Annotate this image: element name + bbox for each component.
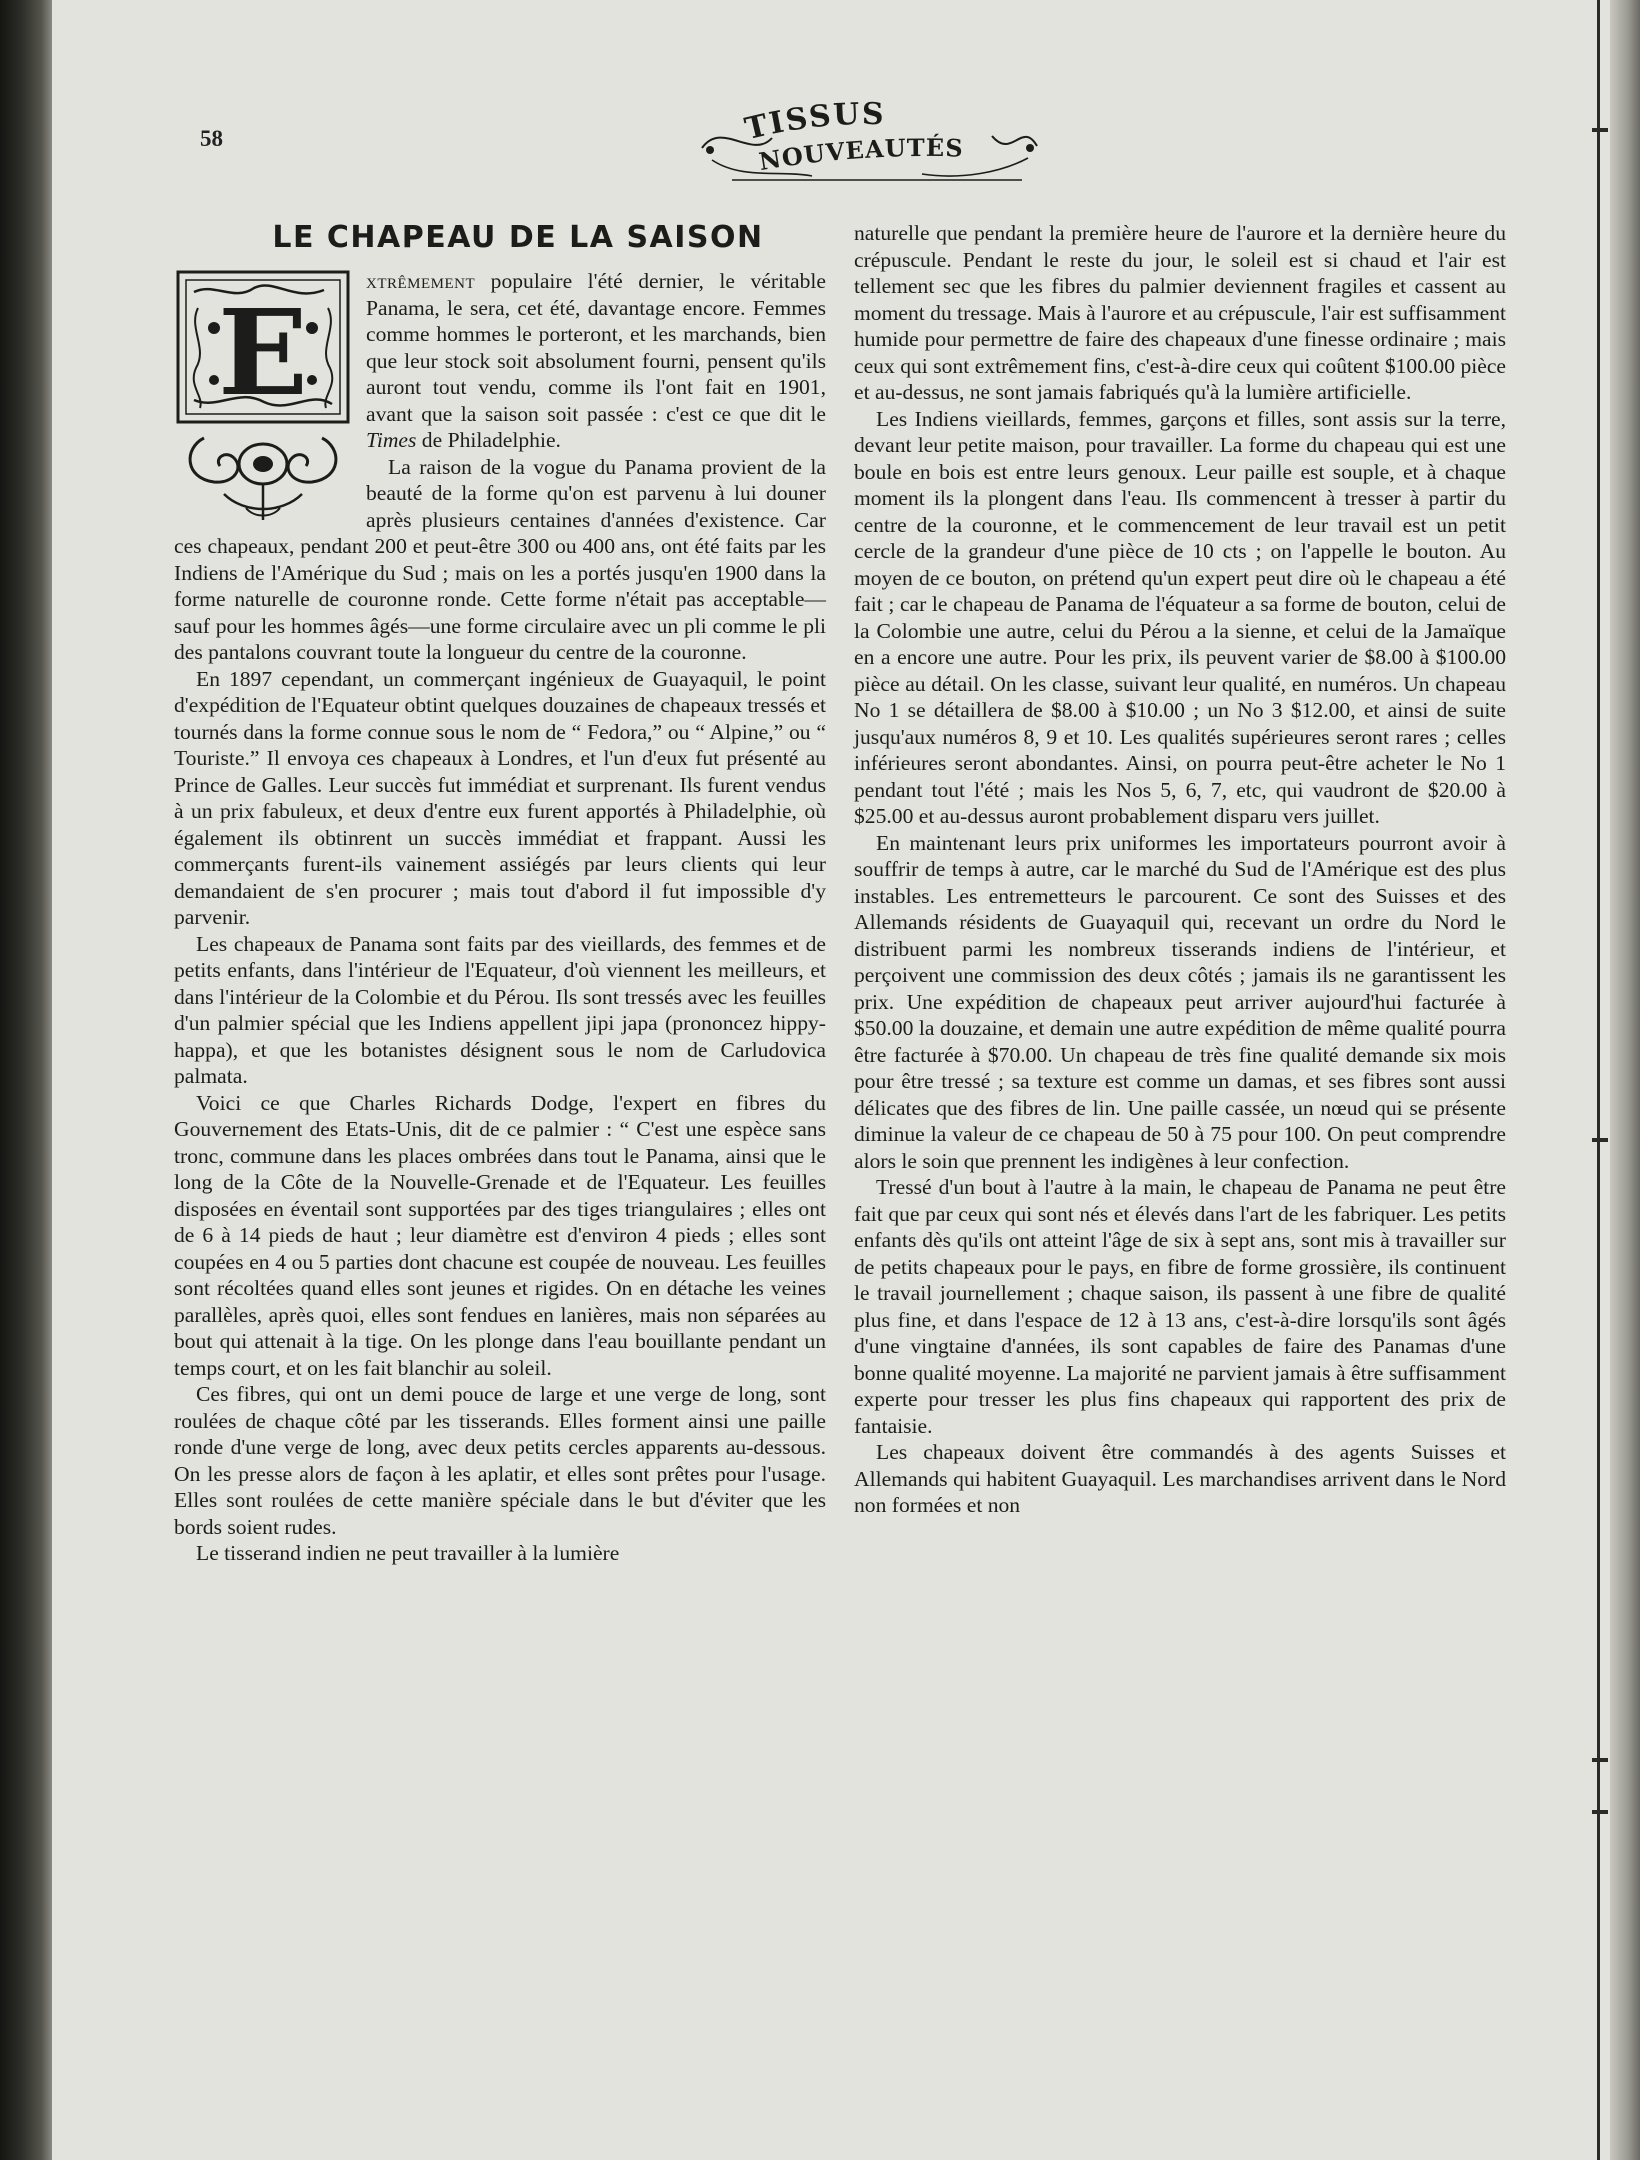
margin-mark: [1592, 1138, 1608, 1142]
scan-margin-rule: [1597, 0, 1600, 2160]
paragraph: En 1897 cependant, un commerçant ingénieux de Guayaquil, le point d'expédition de l'Equateur obtint quelques douzaines de chapeaux tressés et tournés dans la forme connue sous le nom de “ Fedora,” ou “ Alpine,” ou “ Touriste.” Il envoya ces chapeaux à Londres, et l'un d'eux fut présenté au Prince de Galles. Leur succès fut immédiat et surprenant. Ils furent vendus à un prix fabuleux, et deux d'entre eux furent apportés à Philadelphie, où également ils obtinrent un succès immédiat et frappant. Aussi les commerçants furent-ils vainement assiégés par leurs clients qui leur demandaient de s'en procurer ; mais tout d'abord il fut impossible d'y parvenir.: [174, 666, 826, 929]
svg-text:TISSUS: TISSUS: [741, 100, 886, 148]
paragraph: Voici ce que Charles Richards Dodge, l'expert en fibres du Gouvernement des Etats-Unis, dit de ce palmier : “ C'est une espèce sans tronc, commune dans les places ombrées dans tout le Panama, ainsi que le long de la Côte de la Nouvelle-Grenade et de l'Equateur. Les feuilles disposées en éventail sont supportées par des tiges triangulaires ; elles ont de 6 à 14 pieds de haut ; leur diamètre est d'environ 4 pieds ; elles sont coupées en 4 ou 5 parties dont chacune est coupée de nouveau. Les feuilles sont récoltées quand elles sont jeunes et rigides. On en détache les veines parallèles, après quoi, elles sont fendues en lanières, mais non séparées au bout qui attenait à la tige. On les plonge dans l'eau bouillante pendant un temps court, et on les fait blanchir au soleil.: [174, 1090, 826, 1380]
article-column-right: [854, 220, 1506, 1519]
paragraph: Les chapeaux de Panama sont faits par des vieillards, des femmes et de petits enfants, dans l'intérieur de l'Equateur, d'où viennent les meilleurs, et dans l'intérieur de la Colombie et du Pérou. Ils sont tressés avec les feuilles d'un palmier spécial que les Indiens appellent jipi japa (prononcez hippy-happa), et que les botanistes désignent sous le nom de Carludovica palmata.: [174, 931, 826, 1088]
magazine-page: [52, 0, 1610, 2160]
ornamental-drop-cap: [174, 268, 352, 526]
page-number: 58: [200, 126, 223, 151]
paragraph: La raison de la vogue du Panama provient de la beauté de la forme qu'on est parvenu à lui douner après plusieurs centaines d'années d'existence. Car ces chapeaux, pendant 200 et peut-être 300 ou 400 ans, ont été faits par les Indiens de l'Amérique du Sud ; mais on les a portés jusqu'en 1900 dans la forme naturelle de couronne ronde. Cette forme n'était pas acceptable—sauf pour les hommes âgés—une forme circulaire avec un pli comme le pli des pantalons couvrant toute la longueur du centre de la couronne.: [174, 454, 826, 664]
paragraph-intro: xtrêmement populaire l'été dernier, le véritable Panama, le sera, cet été, davantage encore. Femmes comme hommes le porteront, et les marchands, bien que leur stock soit absolument fourni, pensent qu'ils auront tout vendu, comme ils l'ont fait en 1901, avant que la saison soit passée : c'est ce que dit le Times de Philadelphie.: [366, 269, 826, 452]
paragraph-continued: naturelle que pendant la première heure de l'aurore et la dernière heure du crépuscule. Pendant le reste du jour, le soleil est si chaud et l'air est tellement sec que les fibres du palmier deviennent fragiles et cassent au moment du tressage. Mais à l'aurore et au crépuscule, l'air est suffisamment humide pour permettre de faire des chapeaux d'une finesse ordinaire ; mais ceux qui sont extrêmement fins, c'est-à-dire ceux qui coûtent $100.00 pièce et au-dessus, ne sont jamais fabriqués qu'à la lumière artificielle.: [854, 221, 1506, 404]
paragraph: Ces fibres, qui ont un demi pouce de large et une verge de long, sont roulées de chaque côté par les tisserands. Elles forment ainsi une paille ronde d'une verge de long, avec deux petits cercles apparents au-dessous. On les presse alors de façon à les aplatir, et elles sont prêtes pour l'usage. Elles sont roulées de cette manière spéciale dans le but d'éviter que les bords soient rudes.: [174, 1382, 826, 1539]
scan-binding-edge: [0, 0, 52, 2160]
paragraph-continues: Les chapeaux doivent être commandés à des agents Suisses et Allemands qui habitent Guayaquil. Les marchandises arrivent dans le Nord non formées et non: [854, 1440, 1506, 1517]
scan-page-edge: [1610, 0, 1640, 2160]
svg-text:NOUVEAUTÉS: NOUVEAUTÉS: [756, 132, 965, 177]
paragraph-continues: Le tisserand indien ne peut travailler à la lumière: [196, 1541, 620, 1565]
paragraph: En maintenant leurs prix uniformes les importateurs pourront avoir à souffrir de temps à autre, car le marché du Sud de l'Amérique est des plus instables. Les entremetteurs le parcourent. Ce sont des Suisses et des Allemands résidents de Guayaquil qui, recevant un ordre du Nord le distribuent parmi les nombreux tisserands indiens de l'intérieur, et perçoivent une commission des deux côtés ; jamais ils ne garantissent les prix. Une expédition de chapeaux peut arriver aujourd'hui facturée à $50.00 la douzaine, et demain une autre expédition de même qualité pourra être facturée à $70.00. Un chapeau de très fine qualité demande six mois pour être tressé ; sa texture est comme un damas, et ses fibres sont aussi délicates que des fibres de lin. Une paille cassée, un nœud qui se présente diminue la valeur de ce chapeau de 50 à 75 pour 100. On peut comprendre alors le soin que prennent les indigènes à leur confection.: [854, 830, 1506, 1173]
masthead-logo: [692, 100, 1042, 186]
margin-mark: [1592, 1758, 1608, 1762]
article-title: LE CHAPEAU DE LA SAISON: [272, 220, 764, 255]
svg-text:E: E: [218, 283, 308, 422]
margin-mark: [1592, 128, 1608, 132]
newspaper-name: Times: [366, 428, 417, 452]
paragraph: Tressé d'un bout à l'autre à la main, le chapeau de Panama ne peut être fait que par ceux qui sont nés et élevés dans l'art de les fabriquer. Les petits enfants dès qu'ils ont atteint l'âge de six à sept ans, sont mis à travailler sur de petits chapeaux pour le pays, en fibre de forme grossière, ils continuent le travail journellement ; chaque saison, ils passent à une fibre de qualité plus fine, et dans l'espace de 12 à 13 ans, c'est-à-dire lorsqu'ils sont âgés d'une vingtaine d'années, ils sont capables de faire des Panamas d'une bonne qualité moyenne. La majorité ne parvient jamais à être suffisamment experte pour tresser les plus fins chapeaux qui rapportent des prix de fantaisie.: [854, 1175, 1506, 1438]
margin-mark: [1592, 1810, 1608, 1814]
intro-lead-word: xtrêmement: [366, 269, 476, 293]
paragraph: Les Indiens vieillards, femmes, garçons et filles, sont assis sur la terre, devant leur petite maison, pour travailler. La forme du chapeau qui est une boule en bois est entre leurs genoux. Leur paille est souple, et à chaque moment ils la plongent dans l'eau. Ils commencent à tresser à partir du centre de la couronne, et le commencement de leur travail est un petit cercle de la grandeur d'une pièce de 10 cts ; on l'appelle le bouton. Au moyen de ce bouton, on prétend qu'un expert peut dire où le chapeau a été fait ; car le chapeau de Panama de l'équateur a sa forme de bouton, celui de la Colombie une autre, celui du Pérou a la sienne, et celui de la Jamaïque en a encore une autre. Pour les prix, ils peuvent varier de $8.00 à $100.00 pièce au détail. On les classe, suivant leur qualité, en numéros. Un chapeau No 1 se détaillera de $8.00 à $10.00 ; un No 3 $12.00, et ainsi de suite jusqu'aux numéros 8, 9 et 10. Les qualités supérieures seront rares ; celles inférieures seront abondantes. Ainsi, on pourra peut-être acheter le No 1 pendant tout l'été ; mais les Nos 5, 6, 7, etc, qui vaudront de $20.00 à $25.00 et au-dessus auront probablement disparu vers juillet.: [854, 406, 1506, 828]
article-column-left: [174, 220, 826, 1567]
